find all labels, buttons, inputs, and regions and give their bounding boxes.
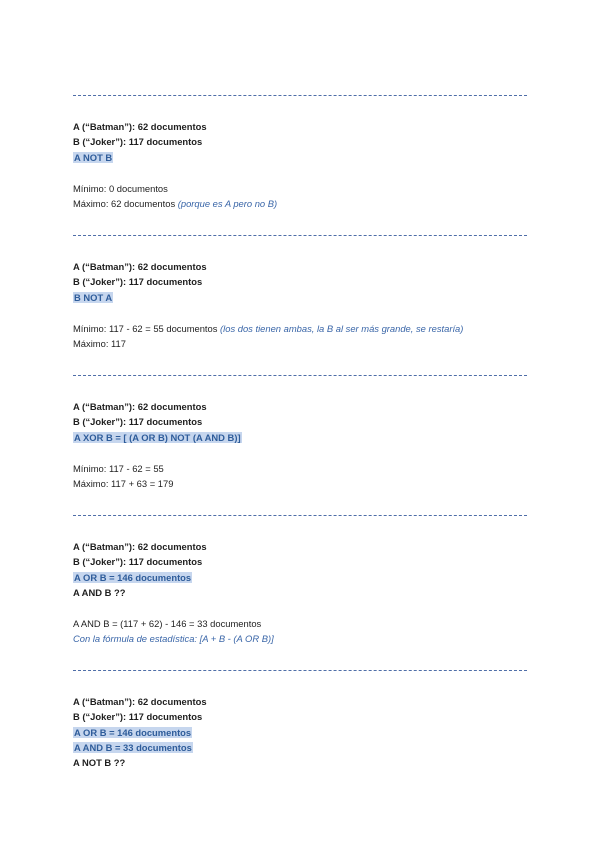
operation-highlight: A OR B = 146 documentos (74, 727, 192, 738)
operation-highlight-2: A AND B = 33 documentos (74, 742, 192, 753)
question-line (73, 757, 125, 769)
set-a-line (73, 696, 207, 708)
formula-line (73, 633, 274, 645)
set-a-line (73, 541, 207, 553)
set-b-line (73, 711, 202, 723)
dashed-separator (73, 235, 527, 236)
set-b-line (73, 556, 202, 568)
dashed-separator (73, 95, 527, 96)
operation-highlight: A XOR B = [ (A OR B) NOT (A AND B)] (74, 432, 241, 443)
dashed-separator (73, 670, 527, 671)
set-a-value: 62 documentos (137, 401, 207, 412)
operation-line (73, 727, 192, 739)
question-line (73, 587, 125, 599)
set-b-line (73, 136, 202, 148)
minimum-line: Mínimo: 0 documentos (73, 183, 168, 194)
operation-line (73, 152, 113, 164)
set-a-value: 62 documentos (137, 541, 207, 552)
maximum-note: (porque es A pero no B) (177, 198, 278, 209)
set-a-line (73, 121, 207, 133)
set-a-line (73, 261, 207, 273)
set-b-label: B (“Joker”): (73, 711, 129, 722)
set-a-label: A (“Batman”): (73, 261, 138, 272)
dashed-separator (73, 375, 527, 376)
set-b-value: 117 documentos (128, 556, 203, 567)
set-b-value: 117 documentos (128, 416, 203, 427)
set-a-label: A (“Batman”): (73, 541, 138, 552)
set-a-value: 62 documentos (137, 121, 207, 132)
set-b-value: 117 documentos (128, 711, 203, 722)
operation-line (73, 432, 242, 444)
set-b-value: 117 documentos (128, 276, 203, 287)
operation-line-2 (73, 742, 193, 754)
question-text: A AND B ?? (73, 587, 126, 598)
set-a-value: 62 documentos (137, 696, 207, 707)
maximum-text: Máximo: 62 documentos (73, 198, 178, 209)
set-a-label: A (“Batman”): (73, 401, 138, 412)
set-b-value: 117 documentos (128, 136, 203, 147)
set-b-label: B (“Joker”): (73, 136, 129, 147)
set-b-label: B (“Joker”): (73, 276, 129, 287)
minimum-line: Mínimo: 117 - 62 = 55 (73, 463, 164, 474)
operation-highlight: A NOT B (74, 152, 113, 163)
minimum-text: Mínimo: 117 - 62 = 55 documentos (73, 323, 221, 334)
set-b-line (73, 416, 202, 428)
operation-line (73, 572, 192, 584)
formula-text: Con la fórmula de estadística: [A + B - (A OR B)] (73, 633, 274, 644)
operation-highlight: B NOT A (74, 292, 113, 303)
set-b-line (73, 276, 202, 288)
set-b-label: B (“Joker”): (73, 416, 129, 427)
dashed-separator (73, 515, 527, 516)
operation-line (73, 292, 113, 304)
set-a-line (73, 401, 207, 413)
maximum-line: Máximo: 117 (73, 338, 126, 349)
set-a-value: 62 documentos (137, 261, 207, 272)
minimum-line (73, 323, 463, 335)
calculation-line: A AND B = (117 + 62) - 146 = 33 documentos (73, 618, 262, 629)
set-b-label: B (“Joker”): (73, 556, 129, 567)
operation-highlight: A OR B = 146 documentos (74, 572, 192, 583)
set-a-label: A (“Batman”): (73, 696, 138, 707)
maximum-line (73, 198, 277, 210)
question-text: A NOT B ?? (73, 757, 126, 768)
minimum-note: (los dos tienen ambas, la B al ser más grande, se restaría) (220, 323, 464, 334)
set-a-label: A (“Batman”): (73, 121, 138, 132)
maximum-line: Máximo: 117 + 63 = 179 (73, 478, 174, 489)
